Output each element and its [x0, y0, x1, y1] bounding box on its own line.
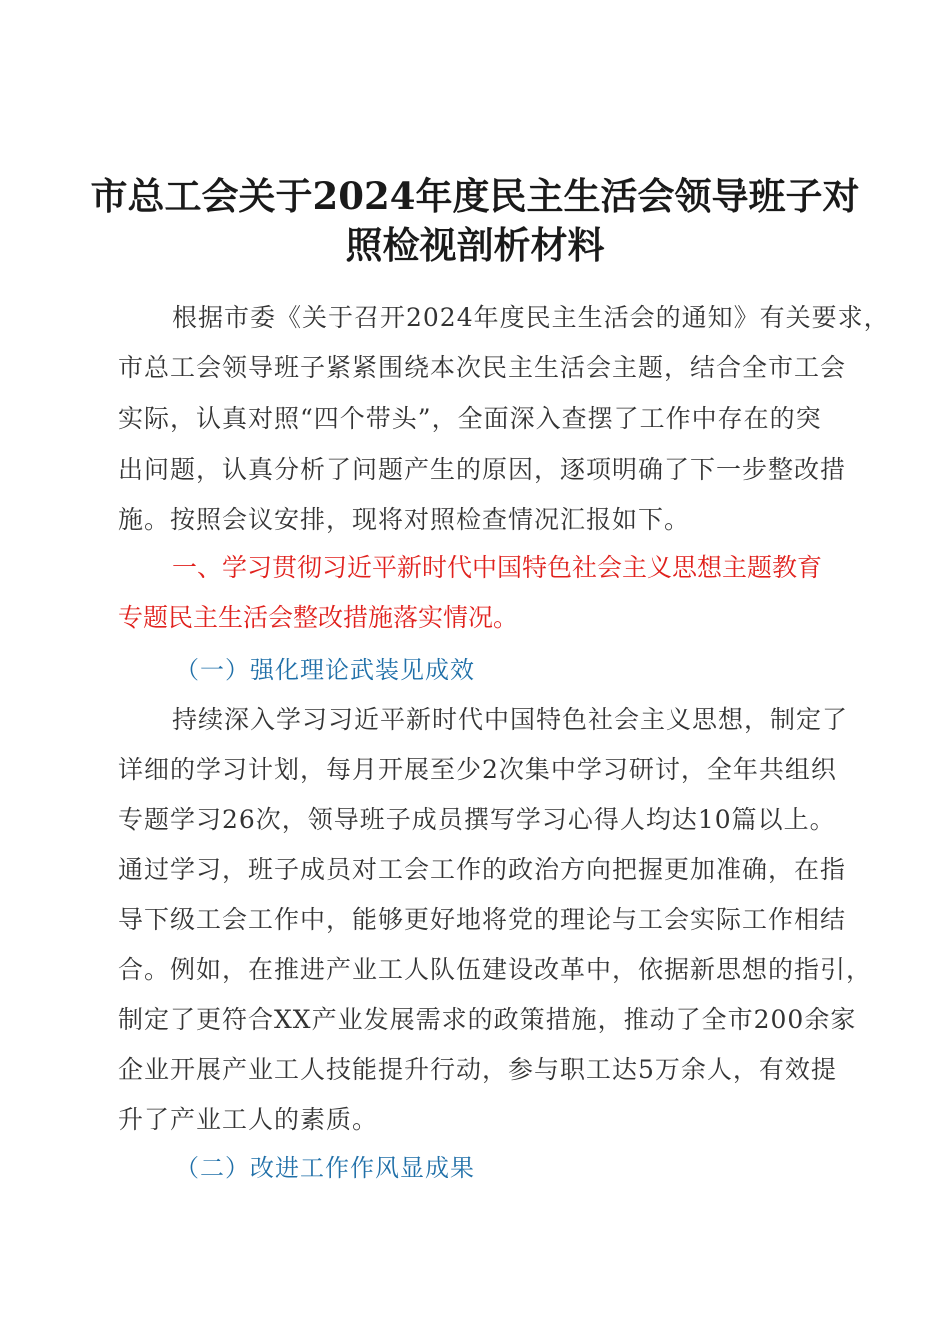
subsection2-heading: （二）改进工作作风显成果	[175, 1154, 475, 1182]
document-title-line-1: 市总工会关于2024年度民主生活会领导班子对	[90, 174, 860, 218]
document-title-line-2: 照检视剖析材料	[345, 223, 605, 267]
sub1-line-6: 合。例如，在推进产业工人队伍建设改革中，依据新思想的指引，	[118, 955, 873, 984]
sub1-line-1: 持续深入学习习近平新时代中国特色社会主义思想，制定了	[172, 705, 849, 734]
section1-heading-line-1: 一、学习贯彻习近平新时代中国特色社会主义思想主题教育	[172, 553, 823, 582]
sub1-line-4: 通过学习，班子成员对工会工作的政治方向把握更加准确，在指	[118, 855, 847, 884]
sub1-line-2: 详细的学习计划，每月开展至少2次集中学习研讨，全年共组织	[118, 755, 837, 784]
sub1-line-9: 升了产业工人的素质。	[118, 1105, 379, 1134]
sub1-line-3: 专题学习26次，领导班子成员撰写学习心得人均达10篇以上。	[118, 805, 836, 834]
sub1-line-8: 企业开展产业工人技能提升行动，参与职工达5万余人，有效提	[118, 1055, 837, 1084]
sub1-line-5: 导下级工会工作中，能够更好地将党的理论与工会实际工作相结	[118, 905, 847, 934]
intro-line-1: 根据市委《关于召开2024年度民主生活会的通知》有关要求，	[172, 303, 890, 332]
intro-line-2: 市总工会领导班子紧紧围绕本次民主生活会主题，结合全市工会	[118, 353, 847, 382]
intro-line-3: 实际，认真对照“四个带头”，全面深入查摆了工作中存在的突	[118, 404, 822, 433]
section1-heading-line-2: 专题民主生活会整改措施落实情况。	[118, 603, 519, 632]
intro-line-5: 施。按照会议安排，现将对照检查情况汇报如下。	[118, 505, 691, 534]
sub1-line-7: 制定了更符合XX产业发展需求的政策措施，推动了全市200余家	[118, 1005, 857, 1034]
intro-line-4: 出问题，认真分析了问题产生的原因，逐项明确了下一步整改措	[118, 455, 847, 484]
subsection1-heading: （一）强化理论武装见成效	[175, 656, 475, 684]
